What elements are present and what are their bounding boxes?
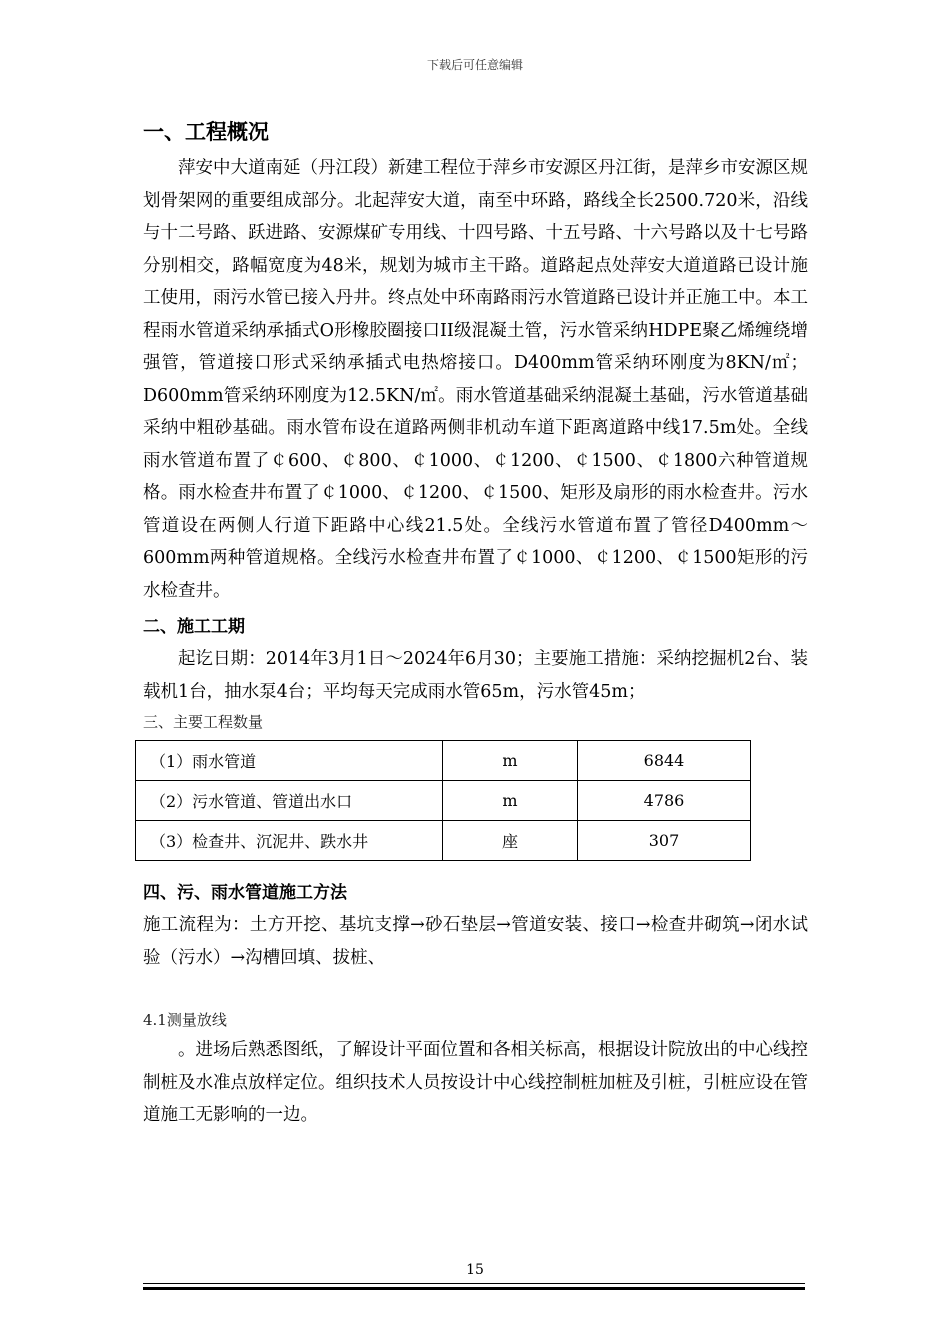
subsection-4-1-title: 4.1测量放线 (143, 1011, 227, 1029)
table-cell-quantity: 4786 (578, 781, 751, 821)
table-cell-unit: 座 (443, 821, 578, 861)
table-row (136, 781, 751, 821)
section-3-title: 三、主要工程数量 (143, 713, 264, 731)
section-1-title: 一、工程概况 (143, 120, 269, 144)
document-body (143, 112, 808, 1132)
section-4-flow: 施工流程为：土方开挖、基坑支撑→砂石垫层→管道安装、接口→检查井砌筑→闭水试验（污水）→沟槽回填、拔桩、 (143, 915, 808, 968)
table-cell-quantity: 6844 (578, 741, 751, 781)
page-number: 15 (466, 1262, 484, 1278)
section-2-paragraph: 起讫日期：2014年3月1日～2024年6月30；主要施工措施：采纳挖掘机2台、装载机1台，抽水泵4台；平均每天完成雨水管65m，污水管45m； (143, 649, 808, 702)
table-cell-quantity: 307 (578, 821, 751, 861)
table-cell-unit: m (443, 781, 578, 821)
footer-rule-thick (143, 1287, 805, 1290)
header-note: 下载后可任意编辑 (426, 58, 523, 72)
section-4-title: 四、污、雨水管道施工方法 (143, 883, 347, 903)
footer-rule-thin (143, 1283, 805, 1284)
quantity-table (135, 740, 751, 861)
table-cell-item: （3）检查井、沉泥井、跌水井 (136, 821, 443, 861)
table-cell-unit: m (443, 741, 578, 781)
table-row (136, 821, 751, 861)
table-row (136, 741, 751, 781)
table-cell-item: （1）雨水管道 (136, 741, 443, 781)
table-cell-item: （2）污水管道、管道出水口 (136, 781, 443, 821)
subsection-4-1-paragraph: 。进场后熟悉图纸，了解设计平面位置和各相关标高，根据设计院放出的中心线控制桩及水准点放样定位。组织技术人员按设计中心线控制桩加桩及引桩，引桩应设在管道施工无影响的一边。 (143, 1040, 808, 1125)
section-1-paragraph: 萍安中大道南延（丹江段）新建工程位于萍乡市安源区丹江街，是萍乡市安源区规划骨架网的重要组成部分。北起萍安大道，南至中环路，路线全长2500.720米，沿线与十二号路、跃进路、安源煤矿专用线、十四号路、十五号路、十六号路以及十七号路分别相交，路幅宽度为48米，规划为城市主干路。道路起点处萍安大道道路已设计施工使用，雨污水管已接入丹井。终点处中环南路雨污水管道路已设计并正施工中。本工程雨水管道采纳承插式O形橡胶圈接口II级混凝土管，污水管采纳HDPE聚乙烯缠绕增强管，管道接口形式采纳承插式电热熔接口。D400mm管采纳环刚度为8KN/㎡；D600mm管采纳环刚度为12.5KN/㎡。雨水管道基础采纳混凝土基础，污水管道基础采纳中粗砂基础。雨水管布设在道路两侧非机动车道下距离道路中线17.5m处。全线雨水管道布置了￠600、￠800、￠1000、￠1200、￠1500、￠1800六种管道规格。雨水检查井布置了￠1000、￠1200、￠1500、矩形及扇形的雨水检查井。污水管道设在两侧人行道下距路中心线21.5处。全线污水管道布置了管径D400mm～600mm两种管道规格。全线污水检查井布置了￠1000、￠1200、￠1500矩形的污水检查井。 (143, 158, 808, 601)
section-2-title: 二、施工工期 (143, 617, 245, 637)
